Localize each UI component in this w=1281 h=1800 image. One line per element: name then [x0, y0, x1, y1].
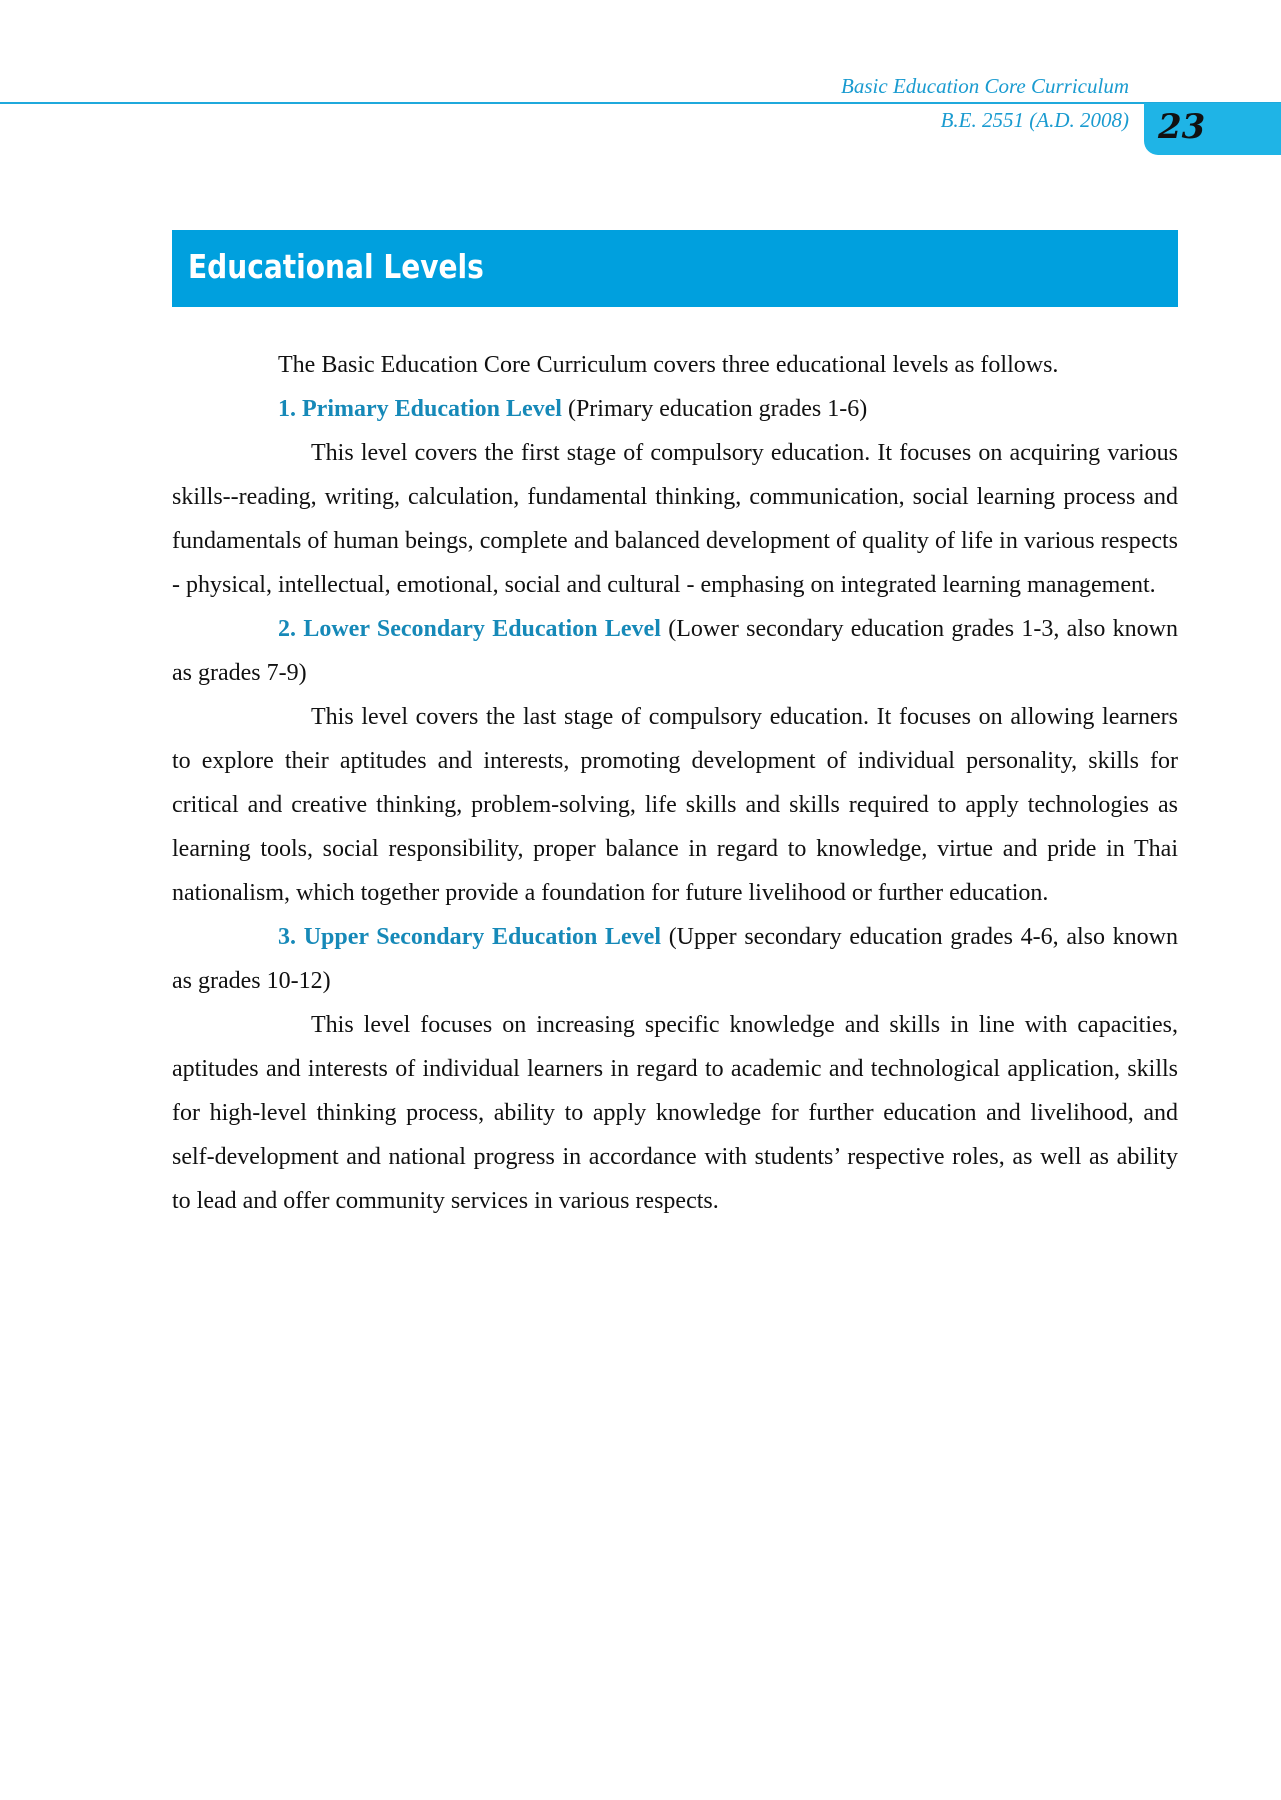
level-1-description: This level covers the first stage of compulsory education. It focuses on acquiring various skills--reading, writing, calculation, fundamental thinking, communication, social learning process and fundamentals of human beings, complete and balanced development of quality of life in various respects - physical, intellectual, emotional, social and cultural - emphasing on integrated learning management. — [172, 440, 1178, 598]
level-subtitle: (Lower secondary education grades 1-3, also known as grades 7-9) — [172, 616, 1178, 686]
header-rule — [0, 102, 1281, 104]
level-subtitle: (Upper secondary education grades 4-6, also known as grades 10-12) — [172, 924, 1178, 994]
section-title-bar — [172, 230, 1178, 307]
level-3-heading — [172, 915, 1178, 1003]
section-title: Educational Levels — [188, 247, 484, 286]
body-text — [172, 343, 1178, 1223]
level-1-heading — [172, 387, 1178, 431]
level-2-heading — [172, 607, 1178, 695]
level-subtitle: (Primary education grades 1-6) — [561, 396, 868, 422]
running-subtitle: B.E. 2551 (A.D. 2008) — [940, 108, 1129, 132]
page-number-tab — [1144, 103, 1281, 155]
intro-paragraph: The Basic Education Core Curriculum covers three educational levels as follows. — [278, 352, 1059, 378]
level-2-description: This level covers the last stage of compulsory education. It focuses on allowing learners to explore their aptitudes and interests, promoting development of individual personality, skills for critical and creative thinking, problem-solving, life skills and skills required to apply technologies as learning tools, social responsibility, proper balance in regard to knowledge, virtue and pride in Thai nationalism, which together provide a foundation for future livelihood or further education. — [172, 704, 1178, 906]
level-heading: 2. Lower Secondary Education Level — [278, 616, 661, 642]
page-number: 23 — [1158, 107, 1206, 147]
level-heading: 3. Upper Secondary Education Level — [278, 924, 661, 950]
running-title: Basic Education Core Curriculum — [841, 74, 1129, 98]
level-3-description: This level focuses on increasing specific knowledge and skills in line with capacities, aptitudes and interests of individual learners in regard to academic and technological application, skills for high-level thinking process, ability to apply knowledge for further education and livelihood, and self-development and national progress in accordance with students’ respective roles, as well as ability to lead and offer community services in various respects. — [172, 1012, 1178, 1214]
level-heading: 1. Primary Education Level — [278, 396, 562, 422]
